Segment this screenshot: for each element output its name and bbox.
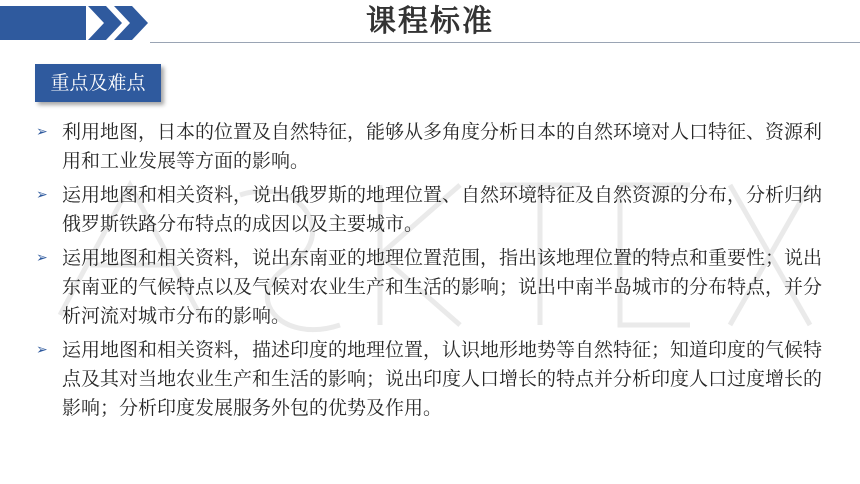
- list-item-text: 利用地图，日本的位置及自然特征，能够从多角度分析日本的自然环境对人口特征、资源利用和工业发展等方面的影响。: [62, 121, 823, 172]
- page-title: 课程标准: [366, 4, 494, 39]
- title-underline: [150, 42, 860, 43]
- triangle-arrow-right-icon: ➢: [36, 342, 48, 358]
- list-item: [36, 118, 836, 176]
- list-item-text: 运用地图和相关资料，说出东南亚的地理位置范围，指出该地理位置的特点和重要性；说出东南亚的气候特点以及气候对农业生产和生活的影响；说出中南半岛城市的分布特点，并分析河流对城市分布的影响。: [62, 247, 823, 327]
- requirements-list: [36, 118, 836, 428]
- double-chevron-icon: [84, 6, 154, 40]
- list-item: [36, 336, 836, 423]
- section-badge: 重点及难点: [35, 64, 161, 102]
- triangle-arrow-right-icon: ➢: [36, 250, 48, 266]
- triangle-arrow-right-icon: ➢: [36, 124, 48, 140]
- list-item: [36, 181, 836, 239]
- list-item-text: 运用地图和相关资料，说出俄罗斯的地理位置、自然环境特征及自然资源的分布，分析归纳俄罗斯铁路分布特点的成因以及主要城市。: [62, 184, 823, 235]
- list-item: [36, 244, 836, 331]
- triangle-arrow-right-icon: ➢: [36, 187, 48, 203]
- list-item-text: 运用地图和相关资料，描述印度的地理位置，认识地形地势等自然特征；知道印度的气候特点及其对当地农业生产和生活的影响；说出印度人口增长的特点并分析印度人口过度增长的影响；分析印度发展服务外包的优势及作用。: [62, 339, 823, 419]
- header-accent-bar: [0, 6, 86, 40]
